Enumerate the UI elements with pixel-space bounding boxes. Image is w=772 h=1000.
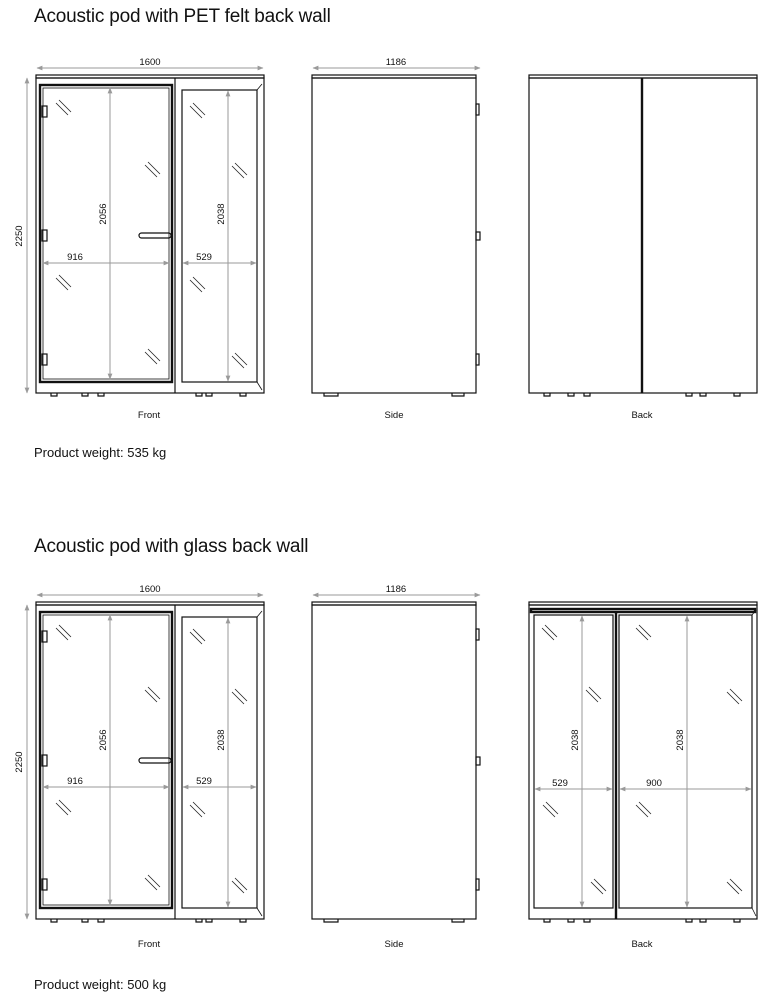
back-header <box>531 609 755 612</box>
pod-frame-2 <box>36 605 264 919</box>
dim-side-glass-width: 529 <box>196 252 212 263</box>
back-left-glass <box>534 615 613 908</box>
dim-height: 2250 <box>14 225 25 247</box>
dim-side-glass-width-2: 529 <box>196 776 212 787</box>
back-view-2 <box>529 602 757 950</box>
dim-back-left-height: 2038 <box>570 729 581 751</box>
dim-door-height-2: 2056 <box>98 729 109 751</box>
panel-bevel-bottom-2 <box>257 908 262 916</box>
front-view <box>14 57 264 421</box>
view-label-front: Front <box>137 410 161 421</box>
dim-side-glass-height-2: 2038 <box>216 729 227 751</box>
dim-height-2: 2250 <box>14 751 25 773</box>
side-view <box>312 57 480 421</box>
dim-back-left-width: 529 <box>552 778 568 789</box>
section-glass <box>14 584 757 950</box>
panel-bevel-top <box>257 84 262 90</box>
front-view-2 <box>14 584 264 950</box>
view-label-back-2: Back <box>631 939 653 950</box>
view-label-front-2: Front <box>137 939 161 950</box>
section-title-pet: Acoustic pod with PET felt back wall <box>34 6 331 27</box>
side-glass-panel-2 <box>182 617 257 908</box>
section-pet <box>14 57 757 421</box>
side-hinge-top-2 <box>476 629 479 640</box>
glass-reflections-2 <box>56 625 247 893</box>
dim-front-width-2: 1600 <box>139 584 161 595</box>
back-glass-reflections <box>542 625 742 894</box>
door-inner-2 <box>43 615 169 905</box>
dim-side-width-2: 1186 <box>385 584 407 595</box>
panel-bevel-top-2 <box>257 611 262 617</box>
dim-front-width: 1600 <box>139 57 161 68</box>
door-2 <box>40 612 172 908</box>
back-right-glass <box>619 615 752 908</box>
side-hinge-bottom-2 <box>476 879 479 890</box>
door-handle-2 <box>139 758 171 763</box>
product-weight-glass: Product weight: 500 kg <box>34 977 167 992</box>
side-panel-2 <box>312 605 476 919</box>
side-hinge-top <box>476 104 479 115</box>
side-view-2 <box>312 584 480 950</box>
side-handle <box>476 232 480 240</box>
door-handle <box>139 233 171 238</box>
side-handle-2 <box>476 757 480 765</box>
side-panel <box>312 78 476 393</box>
back-view <box>529 75 757 421</box>
dim-door-width: 916 <box>67 252 83 263</box>
side-glass-panel <box>182 90 257 382</box>
dim-side-glass-height: 2038 <box>216 203 227 225</box>
side-hinge-bottom <box>476 354 479 365</box>
pod-frame <box>36 78 264 393</box>
back-frame-2 <box>529 605 757 919</box>
view-label-side-2: Side <box>384 939 404 950</box>
dim-door-width-2: 916 <box>67 776 83 787</box>
dim-back-right-height: 2038 <box>675 729 686 751</box>
dim-side-width: 1186 <box>385 57 407 68</box>
dim-back-right-width: 900 <box>646 778 662 789</box>
glass-reflections <box>56 100 247 368</box>
view-label-back: Back <box>631 410 653 421</box>
view-label-side: Side <box>384 410 404 421</box>
section-title-glass: Acoustic pod with glass back wall <box>34 536 309 557</box>
dim-door-height: 2056 <box>98 203 109 225</box>
back-bevel-bottom <box>752 908 756 916</box>
panel-bevel-bottom <box>257 382 262 390</box>
product-weight-pet: Product weight: 535 kg <box>34 445 167 460</box>
